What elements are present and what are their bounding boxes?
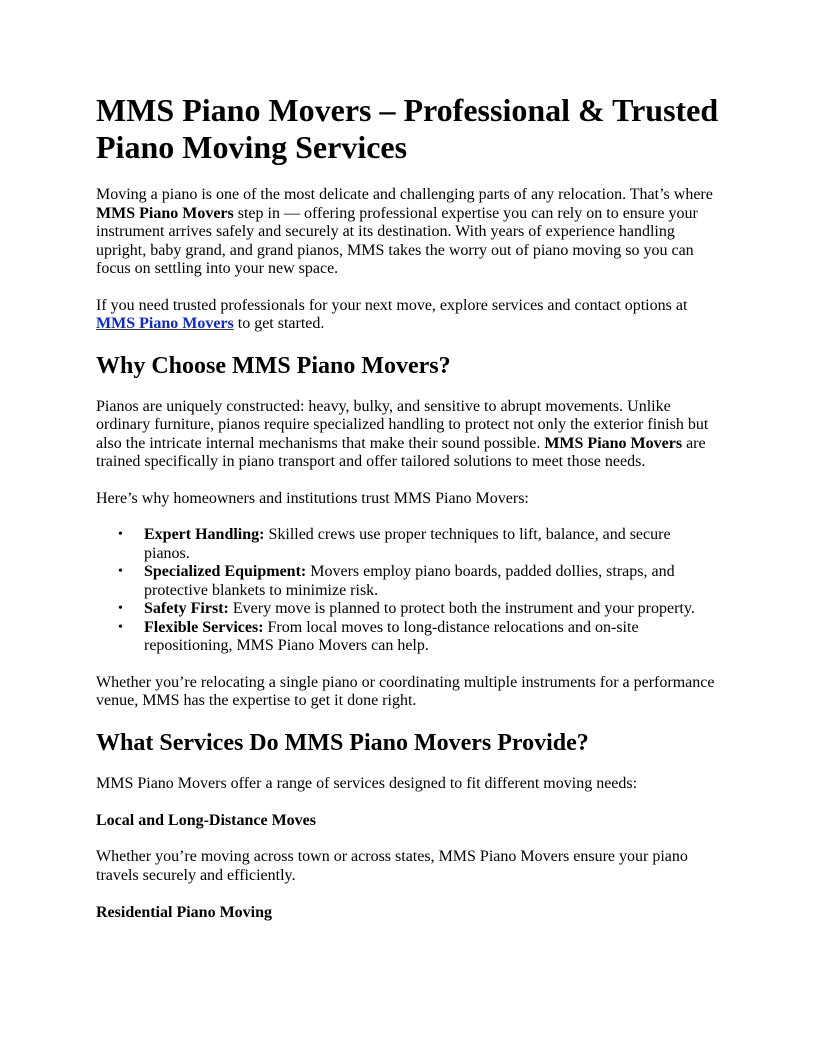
list-item-text: Skilled crews use proper techniques to lift, balance, and secure pianos. bbox=[144, 526, 671, 562]
services-heading: What Services Do MMS Piano Movers Provide? bbox=[96, 729, 589, 756]
local-long-distance-heading: Local and Long-Distance Moves bbox=[96, 812, 316, 829]
intro-paragraph bbox=[96, 186, 720, 279]
local-long-distance-text: Whether you’re moving across town or across states, MMS Piano Movers ensure your piano travels securely and efficiently. bbox=[96, 848, 688, 884]
why-text-end: are trained specifically in piano transport and offer tailored solutions to meet those needs. bbox=[96, 434, 706, 470]
list-item bbox=[118, 563, 720, 600]
bullet-icon: • bbox=[118, 564, 123, 579]
cta-paragraph bbox=[96, 297, 720, 334]
intro-text-end: step in — offering professional expertise you can rely on to ensure your instrument arrives safely and securely at its destination. With years of experience handling upright, baby grand, and grand pianos, MMS takes the worry out of piano moving so you can focus on settling into your new space. bbox=[96, 204, 698, 277]
list-item bbox=[118, 526, 720, 563]
mms-piano-movers-link[interactable]: MMS Piano Movers bbox=[96, 315, 234, 332]
intro-bold-brand: MMS Piano Movers bbox=[96, 204, 234, 222]
cta-text-end: to get started. bbox=[233, 315, 325, 332]
why-paragraph bbox=[96, 398, 720, 472]
page-title: MMS Piano Movers – Professional & Trusted Piano Moving Services bbox=[96, 92, 719, 165]
why-heading: Why Choose MMS Piano Movers? bbox=[96, 352, 451, 379]
bullet-icon: • bbox=[118, 527, 123, 542]
list-item-label: Specialized Equipment: bbox=[144, 563, 307, 580]
residential-heading: Residential Piano Moving bbox=[96, 904, 273, 921]
list-item-text: Every move is planned to protect both the instrument and your property. bbox=[228, 600, 695, 617]
services-lead: MMS Piano Movers offer a range of services designed to fit different moving needs: bbox=[96, 774, 638, 792]
list-item bbox=[118, 600, 720, 619]
list-item-label: Safety First: bbox=[144, 600, 229, 617]
bullet-icon: • bbox=[118, 601, 123, 616]
list-item-text: Movers employ piano boards, padded dollies, straps, and protective blankets to minimize risk. bbox=[144, 563, 675, 599]
why-bold-brand: MMS Piano Movers bbox=[544, 434, 683, 452]
why-text-start: Pianos are uniquely constructed: heavy, bulky, and sensitive to abrupt movements. Unlike ordinary furniture, pianos require specialized handling to protect not only the exterior finish but also the intricate internal mechanisms that make their sound possible. bbox=[96, 397, 709, 452]
list-item-text: From local moves to long-distance relocations and on-site repositioning, MMS Piano Movers can help. bbox=[144, 618, 639, 654]
why-closing: Whether you’re relocating a single piano or coordinating multiple instruments for a performance venue, MMS has the expertise to get it done right. bbox=[96, 673, 715, 709]
why-lead: Here’s why homeowners and institutions trust MMS Piano Movers: bbox=[96, 489, 529, 507]
list-item bbox=[118, 618, 720, 656]
intro-text-start: Moving a piano is one of the most delicate and challenging parts of any relocation. That’s where bbox=[96, 186, 713, 203]
cta-text-start: If you need trusted professionals for your next move, explore services and contact options at bbox=[96, 296, 688, 314]
why-bullet-list bbox=[96, 526, 720, 656]
bullet-icon: • bbox=[118, 619, 123, 635]
list-item-label: Flexible Services: bbox=[144, 618, 264, 636]
list-item-label: Expert Handling: bbox=[144, 526, 265, 543]
